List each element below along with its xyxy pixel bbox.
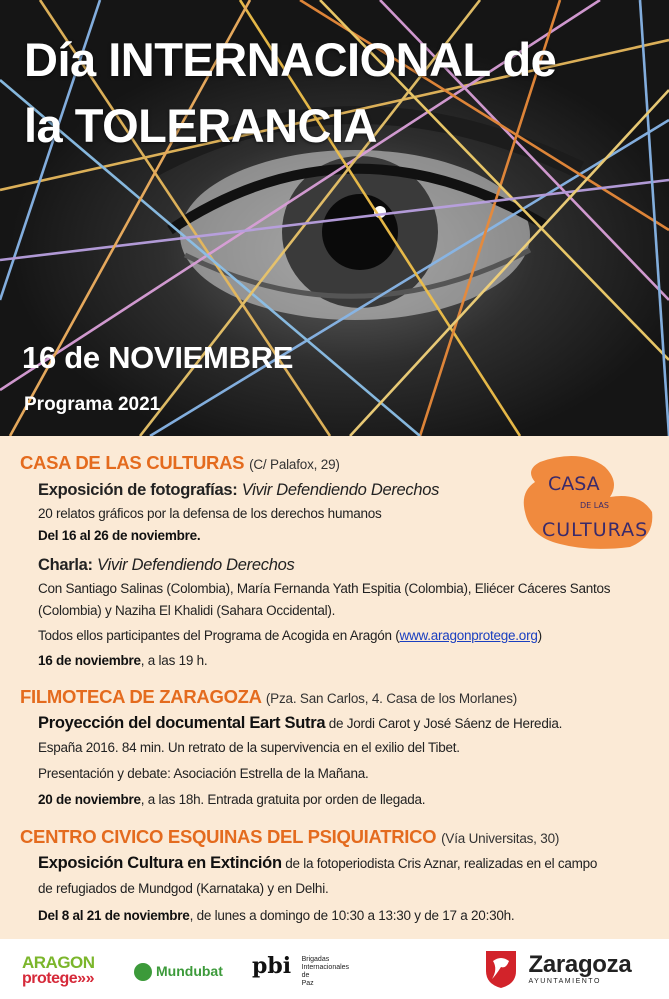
venue-address: (C/ Palafox, 29): [249, 457, 340, 472]
event-date: 16 de NOVIEMBRE: [22, 340, 294, 375]
zaragoza-logo: Zaragoza AYUNTAMIENTO: [484, 949, 631, 989]
logo-text-casa: CASA: [548, 473, 600, 495]
event-date-line: Del 16 al 26 de noviembre.: [38, 528, 201, 543]
event-description: España 2016. 84 min. Un retrato de la supervivencia en el exilio del Tibet.: [38, 740, 460, 755]
event-description: Todos ellos participantes del Programa de Acogida en Aragón (www.aragonprotege.org): [38, 628, 542, 643]
event-date-line: 16 de noviembre, a las 19 h.: [38, 653, 208, 668]
casa-culturas-logo: [520, 452, 655, 552]
event-heading: Proyección del documental Eart Sutra de Jordi Carot y José Sáenz de Heredia.: [38, 714, 563, 732]
title-line-1: Día INTERNACIONAL de: [24, 33, 557, 86]
event-description: de refugiados de Mundgod (Karnataka) y en Delhi.: [38, 881, 329, 896]
venue-name: FILMOTECA DE ZARAGOZA: [20, 686, 262, 707]
event-heading: Charla: Vivir Defendiendo Derechos: [38, 556, 295, 574]
event-heading: Exposición Cultura en Extinción de la fotoperiodista Cris Aznar, realizadas en el campo: [38, 854, 598, 872]
venue-name: CASA DE LAS CULTURAS: [20, 452, 245, 473]
venue-address: (Pza. San Carlos, 4. Casa de los Morlanes): [265, 691, 518, 706]
footer-logos: [0, 939, 669, 999]
mundubat-icon: [134, 963, 152, 981]
venue-address: (Vía Universitas, 30): [441, 831, 560, 846]
hero-banner: [0, 0, 669, 436]
venue-centro-civico: [20, 826, 559, 848]
logo-text-culturas: CULTURAS: [542, 519, 649, 541]
logo-text-delas: DE LAS: [580, 501, 609, 510]
title-line-2: la TOLERANCIA: [24, 99, 377, 152]
venue-name: CENTRO CIVICO ESQUINAS DEL PSIQUIATRICO: [20, 826, 437, 847]
event-description: Con Santiago Salinas (Colombia), María Fernanda Yath Espitia (Colombia), Eliécer Cáceres Santos: [38, 581, 611, 596]
event-heading: Exposición de fotografías: Vivir Defendiendo Derechos: [38, 481, 440, 499]
aragonprotege-link[interactable]: www.aragonprotege.org: [399, 628, 538, 643]
program-label: Programa 2021: [24, 394, 161, 415]
aragon-protege-logo: ARAGON protege»»: [22, 953, 95, 987]
venue-casa-culturas: [20, 452, 340, 474]
event-date-line: Del 8 al 21 de noviembre, de lunes a domingo de 10:30 a 13:30 y de 17 a 20:30h.: [38, 908, 515, 923]
venue-filmoteca: [20, 686, 517, 708]
event-description: 20 relatos gráficos por la defensa de los derechos humanos: [38, 506, 382, 521]
event-date-line: 20 de noviembre, a las 18h. Entrada gratuita por orden de llegada.: [38, 792, 426, 807]
event-description: Presentación y debate: Asociación Estrella de la Mañana.: [38, 766, 369, 781]
event-description: (Colombia) y Naziha El Khalidi (Sahara Occidental).: [38, 603, 336, 618]
pbi-logo: pbi Brigadas Internacionales de Paz: [252, 953, 350, 987]
mundubat-logo: Mundubat: [134, 963, 223, 981]
zaragoza-shield-icon: [484, 949, 518, 989]
